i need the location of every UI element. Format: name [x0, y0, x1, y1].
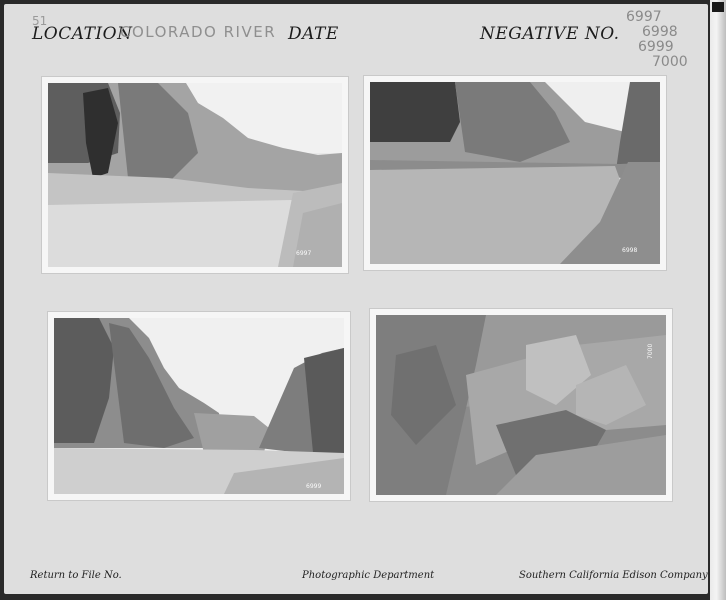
- negative-mark: 6998: [622, 247, 638, 254]
- location-value: COLORADO RIVER: [120, 23, 277, 41]
- negative-number: 7000: [652, 54, 688, 70]
- footer-return-to-file: Return to File No.: [30, 570, 122, 581]
- negative-number: 6997: [626, 9, 662, 25]
- photo-canyon-river-1: [42, 77, 348, 273]
- negative-label: NEGATIVE NO.: [480, 24, 620, 44]
- negative-mark: 6999: [306, 483, 322, 490]
- negative-mark: 7000: [647, 343, 654, 359]
- footer-company: Southern California Edison Company: [519, 570, 708, 581]
- negative-number: 6999: [638, 39, 674, 55]
- photo-rock-wall: [370, 309, 672, 501]
- scan-edge: [710, 0, 726, 600]
- negative-number: 6998: [642, 24, 678, 40]
- footer-department: Photographic Department: [302, 570, 435, 581]
- location-label: LOCATION: [32, 24, 133, 44]
- photo-canyon-river-2: [364, 76, 666, 270]
- card-number: 51: [32, 14, 48, 28]
- scan-corner-mark: [712, 2, 724, 12]
- negative-mark: 6997: [296, 250, 312, 257]
- date-label: DATE: [288, 24, 339, 44]
- photo-canyon-river-3: [48, 312, 350, 500]
